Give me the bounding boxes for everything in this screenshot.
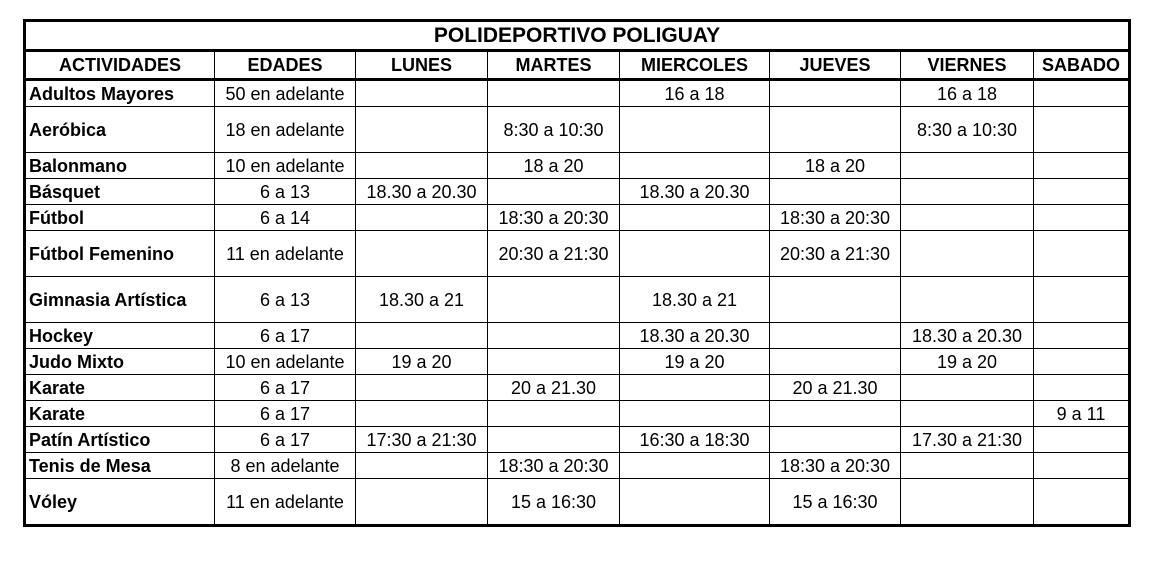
schedule-cell <box>356 323 488 349</box>
schedule-cell <box>620 153 770 179</box>
schedule-cell: 18:30 a 20:30 <box>488 453 620 479</box>
table-title: POLIDEPORTIVO POLIGUAY <box>25 21 1130 51</box>
schedule-cell: 19 a 20 <box>620 349 770 375</box>
schedule-cell: 18:30 a 20:30 <box>770 453 901 479</box>
schedule-cell: 20:30 a 21:30 <box>488 231 620 277</box>
activity-cell: Fútbol Femenino <box>25 231 215 277</box>
schedule-cell: 16:30 a 18:30 <box>620 427 770 453</box>
schedule-cell <box>620 205 770 231</box>
schedule-cell <box>1034 231 1130 277</box>
schedule-cell <box>770 323 901 349</box>
table-row <box>25 205 1130 231</box>
schedule-cell <box>770 179 901 205</box>
age-cell: 6 a 14 <box>215 205 356 231</box>
schedule-cell: 15 a 16:30 <box>488 479 620 526</box>
schedule-cell: 18 a 20 <box>488 153 620 179</box>
schedule-cell: 18.30 a 20.30 <box>901 323 1034 349</box>
schedule-cell <box>1034 80 1130 107</box>
schedule-cell: 20 a 21.30 <box>770 375 901 401</box>
header-edades: EDADES <box>215 51 356 80</box>
age-cell: 6 a 17 <box>215 427 356 453</box>
schedule-cell <box>901 179 1034 205</box>
schedule-cell: 16 a 18 <box>901 80 1034 107</box>
schedule-cell <box>488 323 620 349</box>
activity-cell: Adultos Mayores <box>25 80 215 107</box>
schedule-cell <box>901 277 1034 323</box>
schedule-cell: 9 a 11 <box>1034 401 1130 427</box>
header-viernes: VIERNES <box>901 51 1034 80</box>
schedule-cell: 19 a 20 <box>356 349 488 375</box>
table-row <box>25 375 1130 401</box>
schedule-cell <box>1034 349 1130 375</box>
schedule-cell: 18.30 a 20.30 <box>620 323 770 349</box>
schedule-cell <box>356 153 488 179</box>
activity-cell: Tenis de Mesa <box>25 453 215 479</box>
schedule-cell <box>488 349 620 375</box>
activity-cell: Aeróbica <box>25 107 215 153</box>
age-cell: 10 en adelante <box>215 153 356 179</box>
schedule-cell: 20 a 21.30 <box>488 375 620 401</box>
age-cell: 11 en adelante <box>215 231 356 277</box>
schedule-cell <box>1034 277 1130 323</box>
table-row <box>25 80 1130 107</box>
table-row <box>25 107 1130 153</box>
schedule-cell <box>901 231 1034 277</box>
activity-cell: Karate <box>25 401 215 427</box>
schedule-cell <box>901 153 1034 179</box>
age-cell: 6 a 17 <box>215 323 356 349</box>
age-cell: 6 a 13 <box>215 179 356 205</box>
table-row <box>25 153 1130 179</box>
schedule-cell <box>1034 453 1130 479</box>
schedule-cell <box>901 205 1034 231</box>
activity-cell: Karate <box>25 375 215 401</box>
schedule-cell <box>620 401 770 427</box>
schedule-cell <box>488 427 620 453</box>
activity-cell: Fútbol <box>25 205 215 231</box>
schedule-cell: 18.30 a 21 <box>620 277 770 323</box>
schedule-cell <box>620 375 770 401</box>
age-cell: 6 a 17 <box>215 401 356 427</box>
schedule-cell <box>901 375 1034 401</box>
schedule-cell <box>1034 107 1130 153</box>
schedule-cell: 17:30 a 21:30 <box>356 427 488 453</box>
schedule-body <box>25 80 1130 526</box>
table-row <box>25 231 1130 277</box>
schedule-cell <box>620 107 770 153</box>
age-cell: 6 a 17 <box>215 375 356 401</box>
header-martes: MARTES <box>488 51 620 80</box>
age-cell: 50 en adelante <box>215 80 356 107</box>
schedule-cell: 17.30 a 21:30 <box>901 427 1034 453</box>
schedule-cell <box>356 479 488 526</box>
schedule-cell: 18.30 a 20.30 <box>620 179 770 205</box>
schedule-table <box>23 19 1131 527</box>
schedule-cell <box>620 479 770 526</box>
header-actividades: ACTIVIDADES <box>25 51 215 80</box>
schedule-cell <box>1034 479 1130 526</box>
schedule-cell <box>770 80 901 107</box>
schedule-cell <box>901 453 1034 479</box>
schedule-cell: 15 a 16:30 <box>770 479 901 526</box>
schedule-cell: 18:30 a 20:30 <box>488 205 620 231</box>
table-row <box>25 427 1130 453</box>
schedule-cell <box>356 401 488 427</box>
schedule-cell <box>356 107 488 153</box>
schedule-cell: 8:30 a 10:30 <box>488 107 620 153</box>
schedule-cell <box>488 179 620 205</box>
schedule-cell <box>356 231 488 277</box>
schedule-cell: 19 a 20 <box>901 349 1034 375</box>
schedule-cell <box>770 401 901 427</box>
header-sabado: SABADO <box>1034 51 1130 80</box>
table-row <box>25 277 1130 323</box>
schedule-cell <box>1034 427 1130 453</box>
schedule-cell <box>620 231 770 277</box>
schedule-cell: 18.30 a 21 <box>356 277 488 323</box>
age-cell: 11 en adelante <box>215 479 356 526</box>
age-cell: 18 en adelante <box>215 107 356 153</box>
table-row <box>25 349 1130 375</box>
age-cell: 8 en adelante <box>215 453 356 479</box>
schedule-cell <box>488 277 620 323</box>
schedule-cell <box>620 453 770 479</box>
activity-cell: Gimnasia Artística <box>25 277 215 323</box>
header-lunes: LUNES <box>356 51 488 80</box>
schedule-cell <box>770 427 901 453</box>
schedule-cell: 20:30 a 21:30 <box>770 231 901 277</box>
schedule-cell: 18 a 20 <box>770 153 901 179</box>
activity-cell: Hockey <box>25 323 215 349</box>
schedule-cell <box>770 277 901 323</box>
schedule-cell: 18:30 a 20:30 <box>770 205 901 231</box>
schedule-cell <box>356 205 488 231</box>
schedule-cell <box>901 479 1034 526</box>
table-row <box>25 453 1130 479</box>
schedule-cell <box>770 349 901 375</box>
schedule-cell: 8:30 a 10:30 <box>901 107 1034 153</box>
schedule-cell <box>901 401 1034 427</box>
header-miercoles: MIERCOLES <box>620 51 770 80</box>
schedule-cell <box>488 80 620 107</box>
header-jueves: JUEVES <box>770 51 901 80</box>
schedule-cell <box>356 375 488 401</box>
schedule-cell <box>1034 179 1130 205</box>
schedule-cell <box>1034 205 1130 231</box>
activity-cell: Judo Mixto <box>25 349 215 375</box>
table-row <box>25 179 1130 205</box>
schedule-cell <box>1034 153 1130 179</box>
table-row <box>25 323 1130 349</box>
activity-cell: Básquet <box>25 179 215 205</box>
table-row <box>25 401 1130 427</box>
activity-cell: Patín Artístico <box>25 427 215 453</box>
schedule-cell <box>1034 375 1130 401</box>
schedule-cell <box>1034 323 1130 349</box>
table-row <box>25 479 1130 526</box>
schedule-cell <box>770 107 901 153</box>
schedule-cell <box>356 80 488 107</box>
schedule-cell: 16 a 18 <box>620 80 770 107</box>
age-cell: 10 en adelante <box>215 349 356 375</box>
schedule-cell: 18.30 a 20.30 <box>356 179 488 205</box>
schedule-cell <box>488 401 620 427</box>
activity-cell: Balonmano <box>25 153 215 179</box>
age-cell: 6 a 13 <box>215 277 356 323</box>
activity-cell: Vóley <box>25 479 215 526</box>
schedule-cell <box>356 453 488 479</box>
